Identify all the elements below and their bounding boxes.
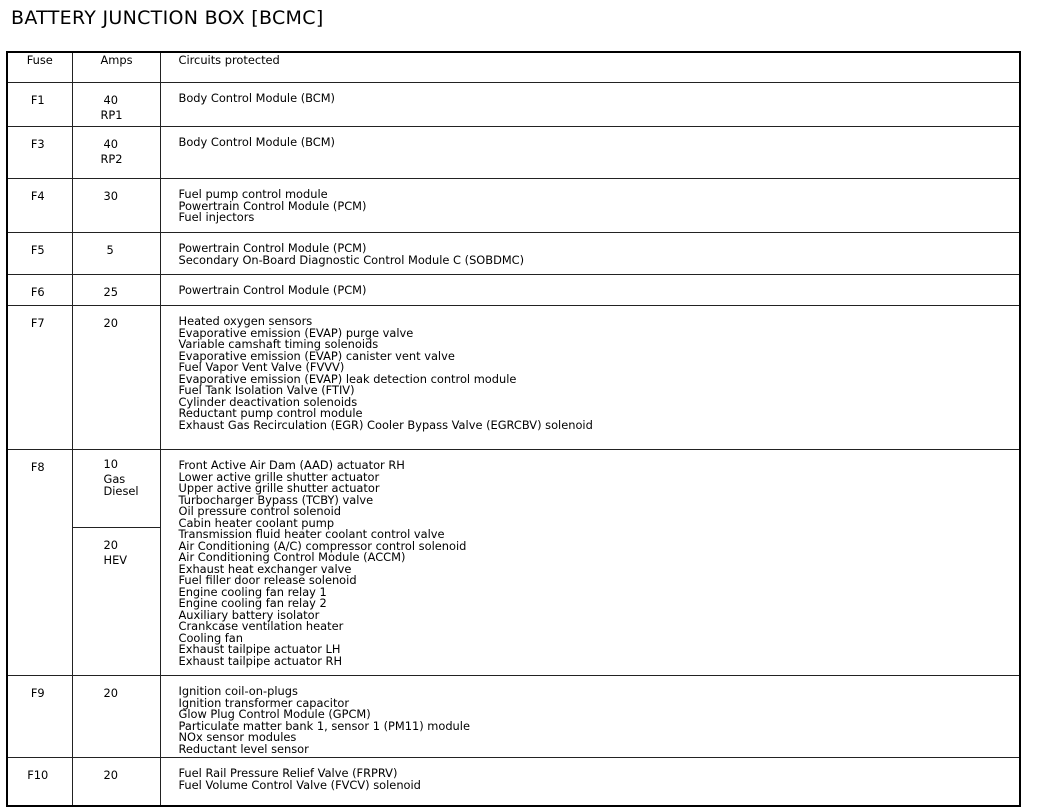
circuit-item: Ignition coil-on-plugs (178, 684, 298, 698)
circuit-item: Fuel filler door release solenoid (178, 573, 357, 587)
circuit-item: Cabin heater coolant pump (178, 515, 335, 530)
amps-cell (72, 179, 160, 233)
amps-gas-diesel (73, 450, 160, 528)
circuits-cell (160, 306, 1020, 450)
circuit-item: Evaporative emission (EVAP) purge valve (178, 325, 414, 340)
circuit-item: Exhaust heat exchanger valve (178, 561, 352, 576)
circuits-cell (160, 127, 1020, 179)
table-header-row (7, 52, 1020, 83)
circuit-item: Powertrain Control Module (PCM) (178, 283, 367, 297)
header-amps: Amps (72, 52, 160, 83)
table-row (7, 758, 1020, 806)
page-title: BATTERY JUNCTION BOX [BCMC] (11, 7, 324, 29)
amps-value: 20 (103, 686, 118, 700)
amps-value: 20 (103, 538, 118, 552)
table-row (7, 306, 1020, 450)
fuse-id: F6 (7, 275, 72, 306)
circuits-cell (160, 233, 1020, 275)
circuit-item: Upper active grille shutter actuator (178, 481, 380, 495)
variant-label: Gas (103, 472, 126, 486)
circuit-item: Ignition transformer capacitor (178, 695, 350, 710)
fuse-id: F4 (7, 179, 72, 233)
circuit-item: Exhaust tailpipe actuator RH (178, 653, 343, 668)
circuit-item: Exhaust Gas Recirculation (EGR) Cooler Bypass Valve (EGRCBV) solenoid (178, 417, 593, 432)
amps-value: 20 (103, 768, 118, 782)
amps-cell (72, 450, 160, 676)
amps-hev (73, 528, 160, 568)
fuse-table (6, 51, 1021, 807)
circuit-item: Body Control Module (BCM) (178, 135, 335, 149)
amps-value: 40 (103, 93, 118, 107)
circuit-item: Variable camshaft timing solenoids (178, 337, 379, 351)
circuit-item: Cooling fan (178, 630, 244, 645)
circuit-item: Air Conditioning Control Module (ACCM) (178, 550, 406, 564)
circuit-item: Crankcase ventilation heater (178, 619, 344, 633)
fuse-id: F5 (7, 233, 72, 275)
circuits-cell (160, 179, 1020, 233)
relay-label: RP1 (100, 108, 123, 122)
amps-cell (72, 676, 160, 758)
amps-cell (72, 83, 160, 127)
circuit-item: Fuel pump control module (178, 187, 328, 201)
header-fuse: Fuse (7, 52, 72, 83)
circuit-item: Front Active Air Dam (AAD) actuator RH (178, 458, 405, 472)
fuse-id: F8 (7, 450, 72, 676)
amps-cell (72, 275, 160, 306)
circuit-item: Oil pressure control solenoid (178, 504, 341, 518)
circuit-item: Exhaust tailpipe actuator LH (178, 642, 341, 656)
circuits-cell (160, 450, 1020, 676)
fuse-id: F3 (7, 127, 72, 179)
circuit-item: Heated oxygen sensors (178, 314, 313, 328)
amps-cell (72, 233, 160, 275)
table-row (7, 233, 1020, 275)
header-circuits: Circuits protected (160, 52, 1020, 83)
circuit-item: Transmission fluid heater coolant control valve (178, 527, 445, 541)
amps-cell (72, 127, 160, 179)
circuit-item: Fuel injectors (178, 210, 255, 224)
circuit-item: Lower active grille shutter actuator (178, 469, 380, 484)
circuits-cell (160, 758, 1020, 806)
table-row (7, 127, 1020, 179)
circuit-item: Air Conditioning (A/C) compressor control solenoid (178, 538, 467, 553)
circuit-item: Engine cooling fan relay 1 (178, 584, 327, 599)
fuse-id: F10 (7, 758, 72, 806)
circuit-item: Glow Plug Control Module (GPCM) (178, 707, 371, 721)
circuit-item: Fuel Vapor Vent Valve (FVVV) (178, 360, 345, 374)
circuits-cell (160, 83, 1020, 127)
amps-cell (72, 758, 160, 806)
circuit-item: Body Control Module (BCM) (178, 91, 335, 105)
circuit-item: Engine cooling fan relay 2 (178, 596, 327, 610)
circuit-item: Cylinder deactivation solenoids (178, 394, 358, 409)
table-row (7, 83, 1020, 127)
table-row (7, 179, 1020, 233)
circuits-cell (160, 676, 1020, 758)
circuits-cell (160, 275, 1020, 306)
variant-label: Diesel (103, 484, 139, 498)
fuse-id: F9 (7, 676, 72, 758)
table-row (7, 676, 1020, 758)
circuit-item: Fuel Tank Isolation Valve (FTIV) (178, 383, 355, 397)
table-row (7, 275, 1020, 306)
circuit-item: Powertrain Control Module (PCM) (178, 241, 367, 255)
amps-value: 5 (106, 243, 114, 257)
circuit-item: Evaporative emission (EVAP) canister vent valve (178, 348, 455, 363)
amps-cell (72, 306, 160, 450)
circuit-item: Fuel Volume Control Valve (FVCV) solenoid (178, 777, 421, 792)
table-row (7, 450, 1020, 676)
variant-label: HEV (103, 553, 128, 567)
circuit-item: Turbocharger Bypass (TCBY) valve (178, 492, 374, 507)
circuit-item: Powertrain Control Module (PCM) (178, 198, 367, 213)
relay-label: RP2 (100, 152, 123, 166)
circuit-item: Evaporative emission (EVAP) leak detection control module (178, 371, 517, 386)
circuit-item: NOx sensor modules (178, 730, 297, 744)
circuit-item: Auxiliary battery isolator (178, 607, 320, 622)
circuit-item: Fuel Rail Pressure Relief Valve (FRPRV) (178, 766, 398, 780)
amps-value: 40 (103, 137, 118, 151)
circuit-item: Reductant level sensor (178, 741, 309, 756)
amps-value: 20 (103, 316, 118, 330)
circuit-item: Particulate matter bank 1, sensor 1 (PM11) module (178, 718, 470, 733)
circuit-item: Secondary On-Board Diagnostic Control Module C (SOBDMC) (178, 252, 525, 267)
circuit-item: Reductant pump control module (178, 406, 363, 420)
fuse-id: F7 (7, 306, 72, 450)
amps-value: 10 (103, 457, 118, 471)
amps-value: 30 (103, 189, 118, 203)
amps-value: 25 (103, 285, 118, 299)
fuse-id: F1 (7, 83, 72, 127)
